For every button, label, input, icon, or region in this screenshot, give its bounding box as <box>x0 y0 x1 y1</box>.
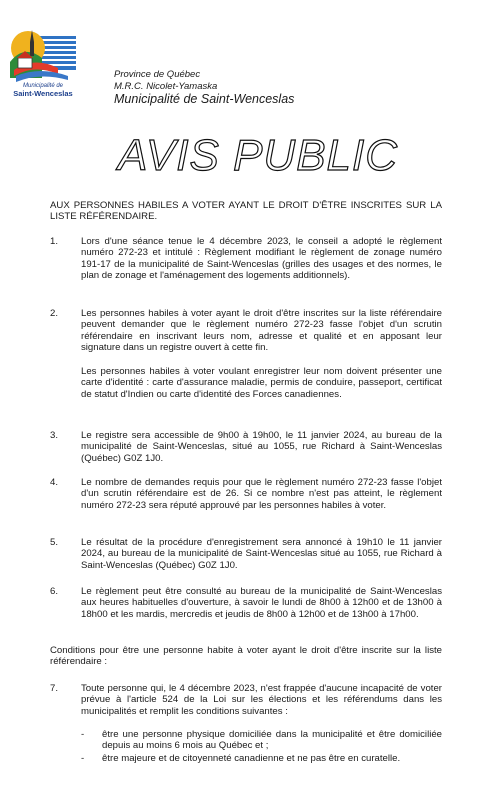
item-text: Le nombre de demandes requis pour que le règlement numéro 272-23 fasse l'objet d'un scrutin référendaire est de 26. Si ce nombre n'est pas atteint, le règlement numéro 272-23 sera réputé approuvé par les personnes habiles à voter. <box>81 477 442 511</box>
item-text: Le résultat de la procédure d'enregistrement sera annoncé à 19h10 le 11 janvier 2024, au bureau de la municipalité de Saint-Wenceslas situé au 1055, rue Richard à Saint-Wenceslas (Québec) G0Z 1J0. <box>81 537 442 571</box>
item-text: Le règlement peut être consulté au bureau de la municipalité de Saint-Wenceslas aux heures habituelles d'ouverture, à savoir le lundi de 8h00 à 12h00 et de 13h00 à 18h00 et les mardis, mercredis et jeudis de 8h00 à 12h00 et de 13h00 à 17h00. <box>81 586 442 620</box>
item-number: 3. <box>50 430 59 441</box>
item-text: Les personnes habiles à voter ayant le droit d'être inscrites sur la liste référendaire peuvent demander que le règlement numéro 272-23 fasse l'objet d'un scrutin référendaire en inscrivant leurs nom, adresse et qualité et en apposant leur signature dans un registre ouvert à cette fin. <box>81 308 442 354</box>
page-title: AVIS PUBLIC <box>118 131 399 180</box>
logo-text <box>4 82 82 98</box>
item-number: 4. <box>50 477 59 488</box>
bullet-text: être majeure et de citoyenneté canadienne et ne pas être en curatelle. <box>102 753 401 764</box>
item-number: 2. <box>50 308 59 319</box>
document-header <box>114 69 294 107</box>
item-number: 6. <box>50 586 59 597</box>
item-text-para2: Les personnes habiles à voter voulant enregistrer leur nom doivent présenter une carte d'identité : carte d'assurance maladie, permis de conduire, passeport, certificat de statut d'Indien ou carte d'identité des Forces canadiennes. <box>81 366 442 400</box>
header-province: Province de Québec <box>114 69 201 80</box>
bullet-dash: - <box>81 729 85 740</box>
logo-line2: Saint-Wenceslas <box>13 89 73 98</box>
bullet-dash: - <box>81 753 85 764</box>
item-number: 7. <box>50 683 59 694</box>
header-municipality: Municipalité de Saint-Wenceslas <box>114 92 295 106</box>
item-number: 5. <box>50 537 59 548</box>
item-text: Toute personne qui, le 4 décembre 2023, n'est frappée d'aucune incapacité de voter prévue à l'article 524 de la Loi sur les élections et les référendums dans les municipalités et remplit les conditions suivantes : <box>81 683 442 717</box>
item-number: 1. <box>50 236 59 247</box>
header-mrc: M.R.C. Nicolet-Yamaska <box>114 80 218 92</box>
logo-line1: Municipalité de <box>22 83 64 89</box>
intro-text: AUX PERSONNES HABILES A VOTER AYANT LE DROIT D'ÊTRE INSCRITES SUR LA LISTE RÉFÉRENDAIRE. <box>50 200 442 223</box>
bullet-text: être une personne physique domiciliée dans la municipalité et être domiciliée depuis au moins 6 mois au Québec et ; <box>102 729 442 752</box>
item-text: Lors d'une séance tenue le 4 décembre 2023, le conseil a adopté le règlement numéro 272-23 et intitulé : Règlement modifiant le règlement de zonage numéro 191-17 de la municipalité de Saint-Wenceslas (grilles des usages et des normes, le plan de zonage et l'aménagement des logements additionnels). <box>81 236 442 282</box>
item-text: Le registre sera accessible de 9h00 à 19h00, le 11 janvier 2024, au bureau de la municipalité de Saint-Wenceslas, situé au 1055, rue Richard à Saint-Wenceslas (Québec) G0Z 1J0. <box>81 430 442 464</box>
conditions-text: Conditions pour être une personne habite à voter ayant le droit d'être inscrite sur la liste référendaire : <box>50 645 442 668</box>
